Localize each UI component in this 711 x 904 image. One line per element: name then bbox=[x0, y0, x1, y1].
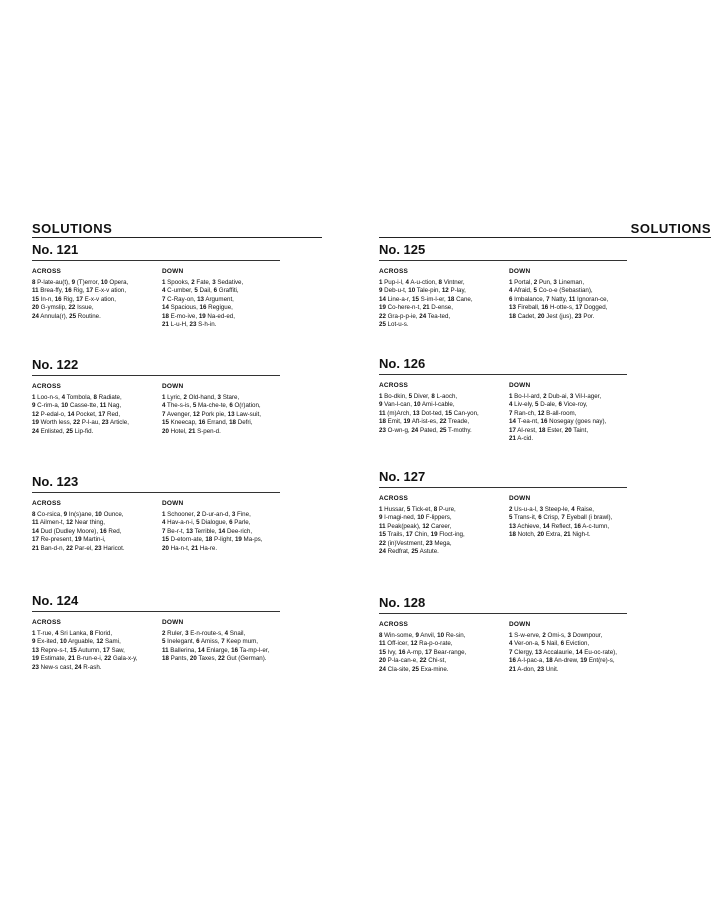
down-column bbox=[509, 620, 631, 674]
clue-line: 9 I-magi-ned, 10 F-lippers, bbox=[379, 514, 452, 522]
across-column bbox=[32, 382, 154, 436]
across-column bbox=[379, 620, 501, 674]
down-heading: DOWN bbox=[162, 383, 184, 390]
clue-line: 15 Kneecap, 16 Errand, 18 Defri, bbox=[162, 419, 253, 427]
down-heading: DOWN bbox=[509, 621, 531, 628]
clue-line: 19 Worth less, 22 P-l-au, 23 Article, bbox=[32, 419, 129, 427]
clue-line: 1 Pup-i-l, 4 A-u-ction, 8 Vintner, bbox=[379, 279, 465, 286]
clue-line: 19 Co-here-n-t, 21 D-ense, bbox=[379, 304, 453, 312]
clue-line: 9 Deb-u-t, 10 Tale-pin, 12 P-lay, bbox=[379, 287, 466, 295]
across-heading: ACROSS bbox=[379, 382, 409, 389]
puzzle-title: No. 123 bbox=[32, 474, 79, 489]
clue-line: 13 Fireball, 16 H-otte-s, 17 Dogged, bbox=[509, 304, 608, 312]
clue-line: 4 Ver-on-a, 5 Nail, 6 Eviction, bbox=[509, 640, 590, 648]
clue-line: 8 Co-rsica, 9 In(s)ane, 10 Ounce, bbox=[32, 511, 124, 518]
down-clue-list bbox=[509, 393, 631, 443]
clue-line: 7 Clergy, 13 Accalaurie, 14 Eu-oc-rate), bbox=[509, 648, 617, 656]
clue-line: 7 Ran-ch, 12 B-all-room, bbox=[509, 409, 577, 417]
clue-line: 19 Estimate, 21 B-run-e-i, 22 Gala-x-y, bbox=[32, 655, 138, 663]
puzzle-126 bbox=[379, 356, 627, 443]
clue-line: 24 Cla-site, 25 Exa-mine. bbox=[379, 665, 449, 673]
clue-line: 11 Ballerina, 14 Enlarge, 16 Ta-mp-l-er, bbox=[162, 646, 270, 654]
left-page bbox=[32, 221, 322, 671]
clue-line: 15 In-n, 16 Rig, 17 E-x-v ation, bbox=[32, 295, 116, 303]
across-clue-list bbox=[379, 279, 501, 329]
puzzle-title: No. 126 bbox=[379, 356, 426, 371]
clue-line: 1 T-rue, 4 Sri Lanka, 8 Florid, bbox=[32, 630, 113, 637]
clue-line: 7 Be-r-t, 13 Terrible, 14 Dee-rich, bbox=[162, 527, 253, 535]
across-column bbox=[379, 494, 501, 556]
clue-line: 8 Win-some, 9 Anvil, 10 Re-sin, bbox=[379, 632, 466, 639]
clue-line: 11 Peak(peak), 12 Career, bbox=[379, 522, 452, 530]
down-heading: DOWN bbox=[162, 500, 184, 507]
right-page bbox=[379, 221, 711, 673]
puzzle-122 bbox=[32, 357, 280, 435]
down-heading: DOWN bbox=[162, 619, 184, 626]
puzzle-124 bbox=[32, 593, 280, 671]
clue-line: 13 Achieve, 14 Reflect, 16 A-c-tumn, bbox=[509, 522, 610, 530]
clue-line: 15 Trails, 17 Chin, 19 Floct-ing, bbox=[379, 531, 465, 539]
clue-line: 23 O-wn-g, 24 Pated, 25 T-mothy. bbox=[379, 426, 472, 434]
clue-line: 1 Loo-n-s, 4 Tombola, 8 Radiate, bbox=[32, 394, 122, 401]
clue-line: 18 E-mo-ive, 19 Na-ed-ed, bbox=[162, 312, 235, 320]
clue-line: 9 C-rim-a, 10 Casse-tte, 11 Nag, bbox=[32, 402, 122, 410]
clue-line: 4 Hav-a-n-i, 5 Dialogue, 6 Parle, bbox=[162, 519, 251, 527]
clue-line: 14 Dud (Dudley Moore), 16 Red, bbox=[32, 527, 122, 535]
down-clue-list bbox=[162, 630, 284, 664]
clue-line: 21 A-don, 23 Unit. bbox=[509, 665, 559, 673]
clue-line: 20 G-ymslip, 22 Issue, bbox=[32, 304, 94, 312]
clue-line: 12 P-edal-o, 14 Pocket, 17 Red, bbox=[32, 410, 121, 418]
across-column bbox=[32, 618, 154, 672]
across-heading: ACROSS bbox=[32, 500, 62, 507]
puzzle-title: No. 121 bbox=[32, 242, 79, 257]
across-column bbox=[32, 267, 154, 321]
clue-line: 20 Ha-n-t, 21 Ha-re. bbox=[162, 544, 218, 552]
clue-line: 14 T-ea-nt, 16 Nosegay (goes nay), bbox=[509, 418, 607, 426]
clue-line: 4 C-umber, 5 Dail, 6 Graffiti, bbox=[162, 287, 239, 295]
clue-line: 18 Cadet, 20 Jest (jus), 23 Por. bbox=[509, 312, 595, 320]
puzzle-125 bbox=[379, 242, 627, 329]
across-column bbox=[32, 499, 154, 553]
clue-line: 9 Ex-ited, 10 Arguable, 12 Sami, bbox=[32, 638, 121, 646]
puzzle-title: No. 125 bbox=[379, 242, 426, 257]
clue-line: 1 Schooner, 2 D-ur-an-d, 3 Fine, bbox=[162, 511, 251, 518]
puzzle-rule bbox=[32, 260, 280, 261]
clue-line: 1 Hussar, 5 Tick-et, 8 P-ure, bbox=[379, 506, 456, 513]
across-clue-list bbox=[32, 279, 154, 321]
clue-line: 21 L-u-H, 23 S-h-in. bbox=[162, 321, 217, 329]
puzzle-127 bbox=[379, 469, 627, 556]
across-heading: ACROSS bbox=[379, 621, 409, 628]
clue-line: 22 Gra-p-p-ie, 24 Tea-ted, bbox=[379, 312, 451, 320]
down-column bbox=[162, 267, 284, 329]
clue-line: 22 (in)Vestment, 23 Mega, bbox=[379, 539, 452, 547]
down-clue-list bbox=[162, 511, 284, 553]
puzzle-rule bbox=[32, 611, 280, 612]
down-column bbox=[509, 267, 631, 321]
clue-line: 17 Re-present, 19 Martin-i, bbox=[32, 536, 106, 544]
clue-line: 4 Liv-ely, 5 D-ale, 6 Vice-roy, bbox=[509, 401, 588, 409]
across-heading: ACROSS bbox=[379, 495, 409, 502]
clue-line: 1 Bo-l-l-ard, 2 Dub-ai, 3 Vil-l-ager, bbox=[509, 393, 602, 400]
puzzle-title: No. 127 bbox=[379, 469, 426, 484]
clue-line: 13 Repre-s-t, 15 Autumn, 17 Saw, bbox=[32, 646, 125, 654]
puzzle-title: No. 124 bbox=[32, 593, 79, 608]
clue-line: 1 Lyric, 2 Old-hand, 3 Stare, bbox=[162, 394, 240, 401]
clue-line: 21 Ban-d-n, 22 Par-el, 23 Haricot. bbox=[32, 544, 125, 552]
down-clue-list bbox=[162, 394, 284, 436]
puzzle-rule bbox=[379, 260, 627, 261]
clue-line: 17 Al-rest, 18 Ester, 20 Taint, bbox=[509, 426, 589, 434]
clue-line: 11 Brea-ffy, 16 Rig, 17 E-x-v ation, bbox=[32, 287, 127, 295]
puzzle-rule bbox=[379, 374, 627, 375]
header-rule bbox=[32, 237, 322, 238]
clue-line: 14 Spacious, 16 Regigue, bbox=[162, 304, 233, 312]
puzzle-rule bbox=[379, 613, 627, 614]
clue-line: 14 Line-a-r, 15 S-im-l-er, 18 Cane, bbox=[379, 295, 473, 303]
clue-line: 5 Inelegant, 6 Amiss, 7 Keep mum, bbox=[162, 638, 259, 646]
clue-line: 7 Avenger, 12 Pork pie, 13 Law-suit, bbox=[162, 410, 261, 418]
puzzle-title: No. 128 bbox=[379, 595, 426, 610]
clue-line: 18 Pants, 20 Taxes, 22 Gut (German). bbox=[162, 655, 267, 663]
clue-line: 23 New-s cast, 24 R-ash. bbox=[32, 663, 102, 671]
down-column bbox=[509, 381, 631, 443]
down-column bbox=[162, 618, 284, 664]
down-column bbox=[162, 499, 284, 553]
down-clue-list bbox=[162, 279, 284, 329]
clue-line: 24 Enlisted, 25 Lip-fid. bbox=[32, 427, 94, 435]
down-heading: DOWN bbox=[162, 268, 184, 275]
across-clue-list bbox=[32, 511, 154, 553]
puzzle-123 bbox=[32, 474, 280, 552]
down-heading: DOWN bbox=[509, 382, 531, 389]
across-column bbox=[379, 381, 501, 435]
across-clue-list bbox=[379, 393, 501, 435]
across-clue-list bbox=[32, 630, 154, 672]
clue-line: 2 Ruler, 3 E-n-route-s, 4 Snail, bbox=[162, 630, 246, 637]
clue-line: 18 Notch, 20 Extra, 21 Nigh-t. bbox=[509, 531, 591, 539]
clue-line: 11 Off-icer, 12 Ra-p-o-rate, bbox=[379, 640, 453, 648]
clue-line: 21 A-cid. bbox=[509, 435, 534, 443]
clue-line: 8 P-late-au(t), 9 (T)error, 10 Opera, bbox=[32, 279, 129, 286]
puzzle-rule bbox=[32, 375, 280, 376]
page-header: SOLUTIONS bbox=[630, 221, 711, 236]
clue-line: 1 Bo-dkin, 5 Diver, 8 L-aoch, bbox=[379, 393, 458, 400]
down-clue-list bbox=[509, 279, 631, 321]
across-clue-list bbox=[32, 394, 154, 436]
across-clue-list bbox=[379, 632, 501, 674]
clue-line: 16 A-l-pac-a, 18 An-drew, 19 Ent(re)-s, bbox=[509, 657, 615, 665]
clue-line: 4 Afraid, 5 Co-o-e (Sebastian), bbox=[509, 287, 593, 295]
across-heading: ACROSS bbox=[32, 268, 62, 275]
puzzle-rule bbox=[379, 487, 627, 488]
clue-line: 24 Redfrat, 25 Astute. bbox=[379, 548, 439, 556]
down-column bbox=[162, 382, 284, 436]
clue-line: 15 D-etorn-ate, 18 P-light, 19 Ma-ps, bbox=[162, 536, 263, 544]
clue-line: 18 Emit, 19 Aft-ist-es, 22 Treade, bbox=[379, 418, 470, 426]
page-header: SOLUTIONS bbox=[32, 221, 113, 236]
clue-line: 15 Ivy, 16 A-mp, 17 Bear-range, bbox=[379, 648, 467, 656]
clue-line: 2 Us-u-a-l, 3 Steep-le, 4 Raise, bbox=[509, 506, 595, 513]
across-heading: ACROSS bbox=[32, 619, 62, 626]
clue-line: 7 C-Ray-on, 13 Argument, bbox=[162, 295, 234, 303]
puzzle-121 bbox=[32, 242, 280, 329]
clue-line: 11 (m)Arch, 13 Dot-ted, 15 Can-yon, bbox=[379, 409, 479, 417]
down-clue-list bbox=[509, 632, 631, 674]
down-heading: DOWN bbox=[509, 495, 531, 502]
down-clue-list bbox=[509, 506, 631, 540]
clue-line: 5 Trans-it, 6 Crisp, 7 Eyeball (i brawl), bbox=[509, 514, 613, 522]
clue-line: 20 Hotel, 21 S-pen-d. bbox=[162, 427, 221, 435]
down-column bbox=[509, 494, 631, 540]
clue-line: 6 Imbalance, 7 Natty, 11 Ignoran-ce, bbox=[509, 295, 609, 303]
clue-line: 1 Portal, 2 Pun, 3 Lineman, bbox=[509, 279, 585, 286]
clue-line: 4 The-s-is, 5 Ma-che-te, 6 O(r)ation, bbox=[162, 402, 261, 410]
clue-line: 25 Lot-u-s. bbox=[379, 321, 409, 329]
clue-line: 1 Spooks, 2 Fate, 3 Sedative, bbox=[162, 279, 244, 286]
clue-line: 24 Annula(r), 25 Routine. bbox=[32, 312, 101, 320]
puzzle-rule bbox=[32, 492, 280, 493]
across-heading: ACROSS bbox=[379, 268, 409, 275]
across-heading: ACROSS bbox=[32, 383, 62, 390]
clue-line: 9 Van-l-can, 10 Ami-l-cable, bbox=[379, 401, 455, 409]
clue-line: 11 Ailmen-t, 12 Near thing, bbox=[32, 519, 105, 527]
clue-line: 20 P-la-can-e, 22 Chi-st, bbox=[379, 657, 447, 665]
across-column bbox=[379, 267, 501, 329]
down-heading: DOWN bbox=[509, 268, 531, 275]
header-rule bbox=[379, 237, 711, 238]
clue-line: 1 S-w-erve, 2 Omi-s, 3 Downpour, bbox=[509, 632, 603, 639]
puzzle-title: No. 122 bbox=[32, 357, 79, 372]
across-clue-list bbox=[379, 506, 501, 556]
puzzle-128 bbox=[379, 595, 627, 673]
